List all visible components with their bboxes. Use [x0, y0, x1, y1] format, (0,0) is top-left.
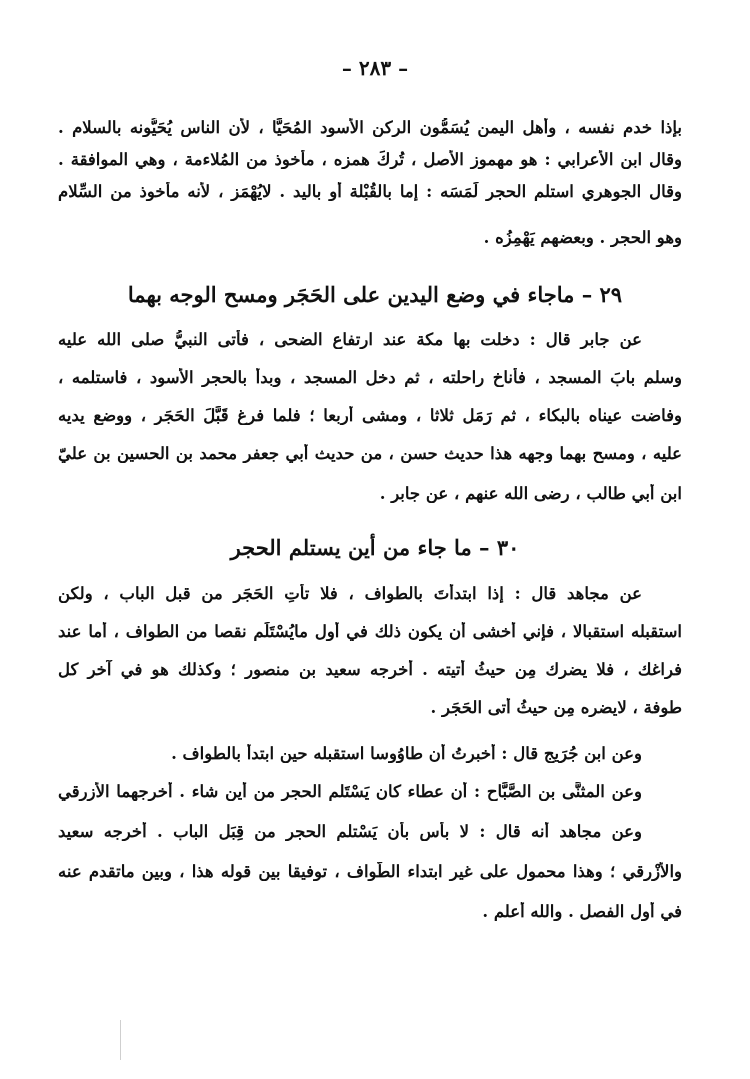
section-29-body — [58, 330, 682, 520]
text-line: وفاضت عيناه بالبكاء ، ثم رَمَل ثلاثا ، ومشى أربعا ؛ فلما فرغ قَبَّلَ الحَجَر ، ووضع يديه — [58, 406, 682, 425]
section-30-body — [58, 584, 682, 954]
text-line: فراغك ، فلا يضرك مِن حيثُ أتيته . أخرجه سعيد بن منصور ؛ وكذلك هو في آخر كل — [58, 660, 682, 679]
section-heading-30: ٣٠ – ما جاء من أين يستلم الحجر — [230, 535, 520, 560]
text-line: وعن المثنَّى بن الصَّبَّاح : أن عطاء كان يَسْتَلم الحجر من أين شاء . أخرجهما الأزرقي — [58, 782, 642, 801]
text-line: وهو الحجر . وبعضهم يَهْمِزُه . — [483, 228, 682, 247]
intro-paragraph — [58, 118, 682, 268]
text-line: ابن أبي طالب ، رضى الله عنهم ، عن جابر . — [379, 484, 682, 503]
text-line: وقال الجوهري استلم الحجر لَمَسَه : إما بالقُبْلة أو باليد . لايُهْمَز ، لأنه مأخوذ من السِّلام — [58, 182, 682, 201]
text-line: طوفة ، لايضره مِن حيثُ أتى الحَجَر . — [430, 698, 682, 717]
text-line: عليه ، ومسح بهما وجهه هذا حديث حسن ، من حديث أبي جعفر محمد بن الحسين بن عليّ — [58, 444, 682, 463]
text-line: بإذا خدم نفسه ، وأهل اليمن يُسَمُّون الركن الأسود المُحَيَّا ، لأن الناس يُحَيُّونه بالسلام . — [58, 118, 682, 137]
text-line: وعن ابن جُرَيج قال : أخبرتُ أن طاوُوسا استقبله حين ابتدأ بالطواف . — [171, 744, 642, 763]
text-line: وسلم بابَ المسجد ، فأناخ راحلته ، ثم دخل المسجد ، وبدأ بالحجر الأسود ، فاستلمه ، — [58, 368, 682, 387]
text-line: وقال ابن الأعرابي : هو مهموز الأصل ، تُرِكَ همزه ، مأخوذ من المُلاءمة ، وهي الموافقة . — [58, 150, 682, 169]
text-line: والأَزْرقي ؛ وهذا محمول على غير ابتداء الطَّواف ، توفيقا بين قوله هذا ، وبين ماتقدم عنه — [58, 862, 682, 881]
text-line: عن جابر قال : دخلت بها مكة عند ارتفاع الضحى ، فأتى النبيُّ صلى الله عليه — [58, 330, 642, 349]
section-heading-29: ٢٩ – ماجاء في وضع اليدين على الحَجَر ومسح الوجه بهما — [127, 282, 623, 307]
page-number: – ٢٨٣ – — [341, 56, 409, 80]
text-line: وعن مجاهد أنه قال : لا بأس بأن يَسْتلم الحجر من قِبَل الباب . أخرجه سعيد — [58, 822, 642, 841]
text-line: استقبله استقبالا ، فإني أخشى أن يكون ذلك في أول مايُسْتَلَم نقصا من الطواف ، أما عند — [58, 622, 682, 641]
margin-scan-mark — [120, 1020, 121, 1060]
text-line: في أول الفصل . والله أعلم . — [482, 902, 682, 921]
text-line: عن مجاهد قال : إذا ابتدأتَ بالطواف ، فلا تأتِ الحَجَر من قبل الباب ، ولكن — [58, 584, 642, 603]
